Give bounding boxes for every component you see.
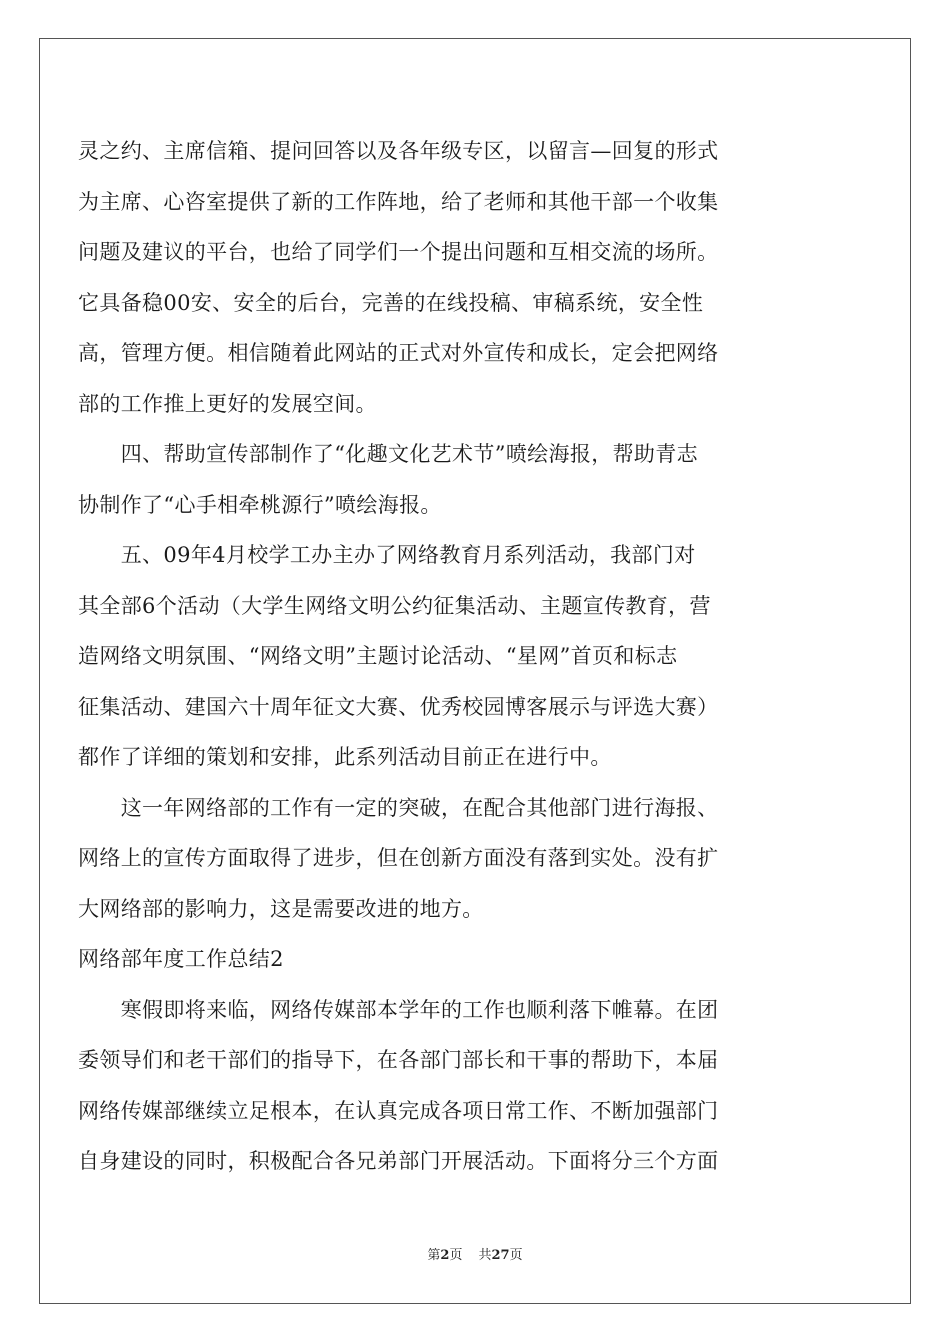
- page-current: 2: [440, 1248, 450, 1263]
- text-line: 自身建设的同时，积极配合各兄弟部门开展活动。下面将分三个方面: [78, 1149, 719, 1173]
- page-prefix: 第: [427, 1248, 441, 1263]
- text-line: 征集活动、建国六十周年征文大赛、优秀校园博客展示与评选大赛）: [78, 694, 719, 719]
- text-line: 造网络文明氛围、“网络文明”主题讨论活动、“星网”首页和标志: [78, 644, 678, 668]
- text-line: 高，管理方便。相信随着此网站的正式对外宣传和成长，定会把网络: [78, 341, 719, 365]
- total-suffix: 页: [509, 1248, 523, 1263]
- text-line: 网络传媒部继续立足根本，在认真完成各项日常工作、不断加强部门: [78, 1098, 719, 1123]
- text-line: 问题及建议的平台，也给了同学们一个提出问题和互相交流的场所。: [78, 240, 719, 264]
- text-line: 四、帮助宣传部制作了“化趣文化艺术节”喷绘海报，帮助青志: [78, 442, 698, 466]
- text-line: 大网络部的影响力，这是需要改进的地方。: [78, 896, 484, 921]
- page-total: 27: [491, 1248, 510, 1263]
- text-line: 这一年网络部的工作有一定的突破，在配合其他部门进行海报、: [78, 795, 719, 820]
- total-prefix: 共: [478, 1248, 492, 1263]
- text-line: 五、09年4月校学工办主办了网络教育月系列活动，我部门对: [78, 543, 696, 567]
- text-line: 它具备稳00安、安全的后台，完善的在线投稿、审稿系统，安全性: [78, 290, 704, 315]
- text-line: 寒假即将来临，网络传媒部本学年的工作也顺利落下帷幕。在团: [78, 997, 719, 1022]
- document-body: [78, 126, 838, 1187]
- text-line: 为主席、心咨室提供了新的工作阵地，给了老师和其他干部一个收集: [78, 189, 719, 214]
- text-line: 其全部6个活动（大学生网络文明公约征集活动、主题宣传教育，营: [78, 593, 711, 618]
- text-line: 委领导们和老干部们的指导下，在各部门部长和干事的帮助下，本届: [78, 1048, 719, 1072]
- text-line: 网络上的宣传方面取得了进步，但在创新方面没有落到实处。没有扩: [78, 846, 719, 870]
- text-line: 灵之约、主席信箱、提问回答以及各年级专区，以留言—回复的形式: [78, 139, 719, 163]
- page-suffix: 页: [449, 1248, 463, 1263]
- text-line: 协制作了“心手相牵桃源行”喷绘海报。: [78, 492, 442, 517]
- page-footer: [0, 1244, 950, 1263]
- text-line: 部的工作推上更好的发展空间。: [78, 391, 377, 416]
- section-heading: 网络部年度工作总结2: [78, 947, 284, 971]
- text-line: 都作了详细的策划和安排，此系列活动目前正在进行中。: [78, 745, 612, 769]
